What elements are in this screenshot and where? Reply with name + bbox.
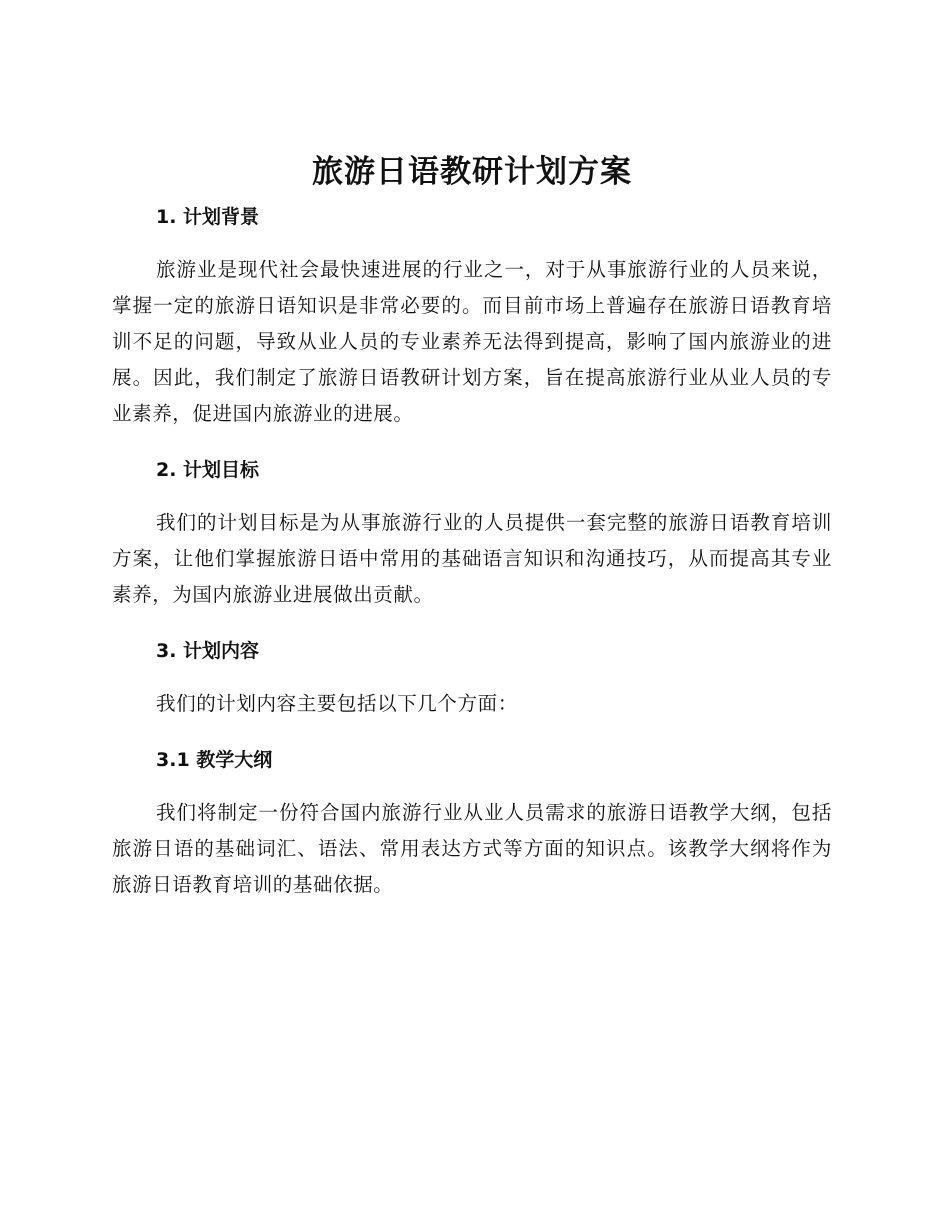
section-paragraph: 我们将制定一份符合国内旅游行业从业人员需求的旅游日语教学大纲，包括旅游日语的基础词汇、语法、常用表达方式等方面的知识点。该教学大纲将作为旅游日语教育培训的基础依据。 xyxy=(112,801,832,896)
section-paragraph: 我们的计划目标是为从事旅游行业的人员提供一套完整的旅游日语教育培训方案，让他们掌握旅游日语中常用的基础语言知识和沟通技巧，从而提高其专业素养，为国内旅游业进展做出贡献。 xyxy=(112,511,832,606)
document-page xyxy=(112,150,832,903)
document-title: 旅游日语教研计划方案 xyxy=(312,154,632,190)
section-paragraph: 我们的计划内容主要包括以下几个方面： xyxy=(156,692,518,715)
section-syllabus xyxy=(112,747,832,903)
section-paragraph: 旅游业是现代社会最快速进展的行业之一，对于从事旅游行业的人员来说，掌握一定的旅游日语知识是非常必要的。而目前市场上普遍存在旅游日语教育培训不足的问题，导致从业人员的专业素养无法得到提高，影响了国内旅游业的进展。因此，我们制定了旅游日语教研计划方案，旨在提高旅游行业从业人员的专业素养，促进国内旅游业的进展。 xyxy=(112,258,832,425)
section-heading: 1. 计划背景 xyxy=(156,206,260,228)
section-heading: 2. 计划目标 xyxy=(156,459,260,481)
section-heading: 3. 计划内容 xyxy=(156,640,260,662)
section-heading: 3.1 教学大纲 xyxy=(156,749,273,771)
section-plan-background xyxy=(112,204,832,432)
section-plan-goals xyxy=(112,457,832,613)
section-plan-content xyxy=(112,638,832,722)
